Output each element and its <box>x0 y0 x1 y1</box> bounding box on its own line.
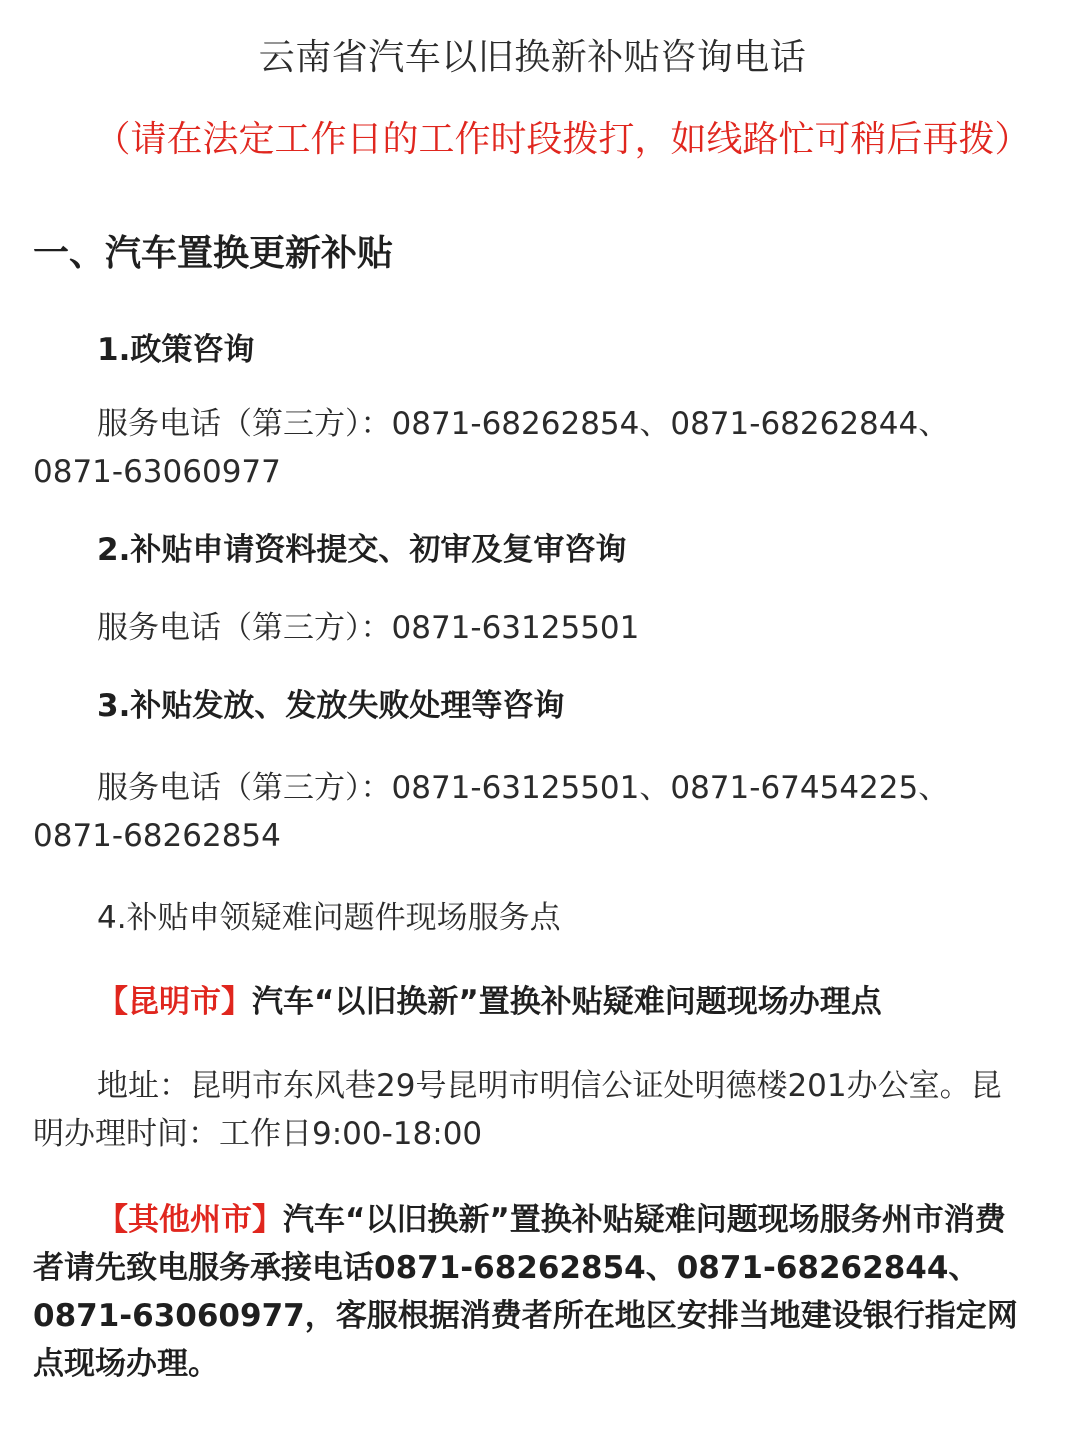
item-heading-subsidy-payment: 3.补贴发放、发放失败处理等咨询 <box>97 688 565 724</box>
other-cities-service <box>33 1196 1032 1388</box>
item-heading-policy-consulting: 1.政策咨询 <box>97 332 255 368</box>
kunming-service-point <box>33 978 1032 1026</box>
other-cities-text: 汽车“以旧换新”置换补贴疑难问题现场服务州市消费者请先致电服务承接电话0871-68262854、0871-68262844、0871-63060977，客服根据消费者所在地区安排当地建设银行指定网点现场办理。 <box>33 1202 1018 1382</box>
kunming-tag: 【昆明市】 <box>97 984 252 1020</box>
item-heading-onsite-service: 4.补贴申领疑难问题件现场服务点 <box>97 900 561 936</box>
call-hours-note: （请在法定工作日的工作时段拨打，如线路忙可稍后再拨） <box>94 119 1031 160</box>
item-phones-subsidy-payment: 服务电话（第三方）：0871-63125501、0871-67454225、0871-68262854 <box>33 770 950 854</box>
kunming-address: 地址：昆明市东风巷29号昆明市明信公证处明德楼201办公室。昆明办理时间：工作日9:00-18:00 <box>33 1068 1002 1152</box>
other-cities-tag: 【其他州市】 <box>97 1202 283 1238</box>
page-title: 云南省汽车以旧换新补贴咨询电话 <box>258 37 807 78</box>
item-phones-policy-consulting: 服务电话（第三方）：0871-68262854、0871-68262844、0871-63060977 <box>33 406 950 490</box>
item-phones-application-review: 服务电话（第三方）：0871-63125501 <box>97 610 640 646</box>
item-heading-application-review: 2.补贴申请资料提交、初审及复审咨询 <box>97 532 627 568</box>
kunming-title: 汽车“以旧换新”置换补贴疑难问题现场办理点 <box>252 984 882 1020</box>
section-heading-car-replacement: 一、汽车置换更新补贴 <box>33 233 394 274</box>
